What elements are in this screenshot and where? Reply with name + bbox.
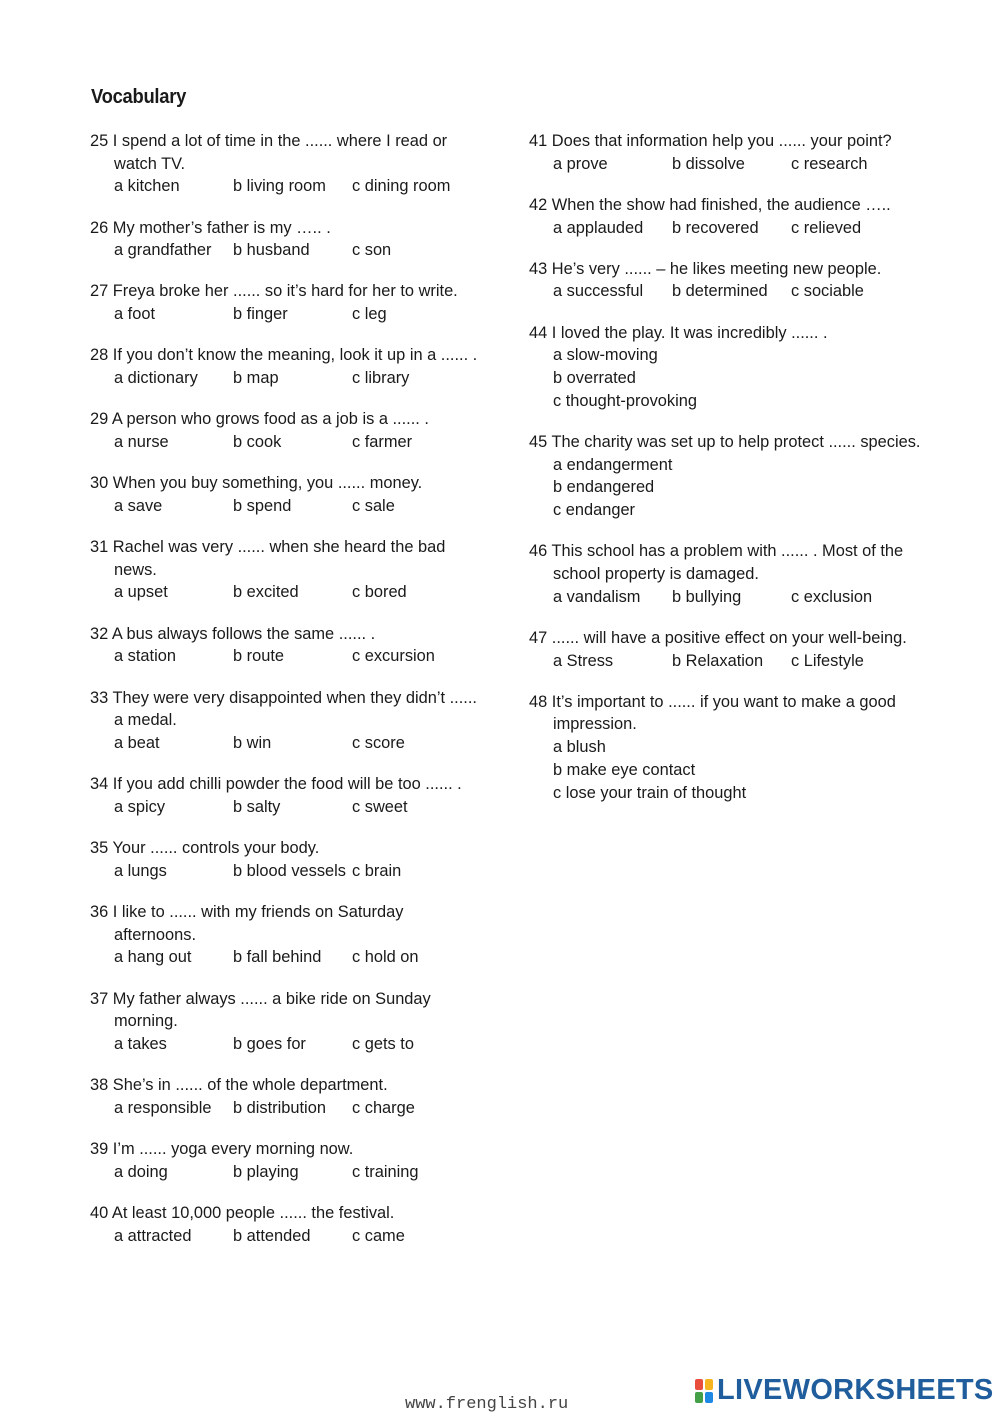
answer-options	[529, 153, 929, 176]
answer-options	[90, 796, 480, 819]
question-text: 47 ...... will have a positive effect on your well-being.	[529, 628, 907, 647]
answer-options	[90, 860, 480, 883]
question-item	[90, 344, 480, 389]
answer-option[interactable]: b overrated	[553, 369, 636, 388]
answer-option[interactable]: c endanger	[553, 501, 636, 520]
answer-option[interactable]: a kitchen	[114, 177, 180, 196]
answer-option[interactable]: b goes for	[233, 1034, 306, 1053]
answer-option[interactable]: b salty	[233, 797, 281, 816]
answer-option[interactable]: c exclusion	[791, 587, 873, 606]
question-text: 43 He’s very ...... – he likes meeting new people.	[529, 259, 882, 278]
answer-option[interactable]: c charge	[352, 1098, 415, 1117]
answer-option[interactable]: b distribution	[233, 1098, 326, 1117]
question-text: 25 I spend a lot of time in the ...... where I read or watch TV.	[90, 132, 448, 173]
answer-option[interactable]: c hold on	[352, 948, 419, 967]
answer-option[interactable]: c research	[791, 154, 868, 173]
question-item	[90, 1202, 480, 1247]
answer-option[interactable]: c lose your train of thought	[553, 783, 747, 802]
question-item	[529, 431, 929, 522]
question-item	[529, 194, 929, 239]
answer-option[interactable]: a vandalism	[553, 587, 641, 606]
answer-option[interactable]: a upset	[114, 583, 168, 602]
answer-option[interactable]: a responsible	[114, 1098, 212, 1117]
question-item	[90, 536, 480, 604]
question-item	[90, 408, 480, 453]
answer-options	[529, 344, 929, 412]
answer-option[interactable]: b playing	[233, 1162, 299, 1181]
answer-option[interactable]: a doing	[114, 1162, 168, 1181]
question-item	[529, 130, 929, 175]
question-item	[90, 217, 480, 262]
answer-options	[529, 586, 929, 609]
answer-option[interactable]: b blood vessels	[233, 861, 346, 880]
question-text: 48 It’s important to ...... if you want to make a good impression.	[529, 692, 896, 734]
answer-option[interactable]: c sociable	[791, 282, 864, 301]
answer-option[interactable]: a dictionary	[114, 369, 198, 388]
answer-options	[529, 280, 929, 303]
question-item	[90, 1138, 480, 1183]
answer-option[interactable]: c training	[352, 1162, 419, 1181]
answer-option[interactable]: b finger	[233, 305, 288, 324]
answer-option[interactable]: b bullying	[672, 587, 742, 606]
answer-option[interactable]: b excited	[233, 583, 299, 602]
answer-option[interactable]: a Stress	[553, 651, 614, 670]
answer-option[interactable]: c farmer	[352, 432, 413, 451]
answer-option[interactable]: a applauded	[553, 218, 644, 237]
question-text: 27 Freya broke her ...... so it’s hard for her to write.	[90, 282, 458, 301]
answer-option[interactable]: b fall behind	[233, 948, 322, 967]
answer-option[interactable]: a grandfather	[114, 241, 212, 260]
question-text: 45 The charity was set up to help protect ...... species.	[529, 432, 921, 451]
answer-option[interactable]: a nurse	[114, 432, 169, 451]
answer-option[interactable]: a successful	[553, 282, 644, 301]
answer-option[interactable]: c relieved	[791, 218, 862, 237]
brand-text: LIVEWORKSHEETS	[717, 1374, 994, 1406]
answer-option[interactable]: b dissolve	[672, 154, 745, 173]
answer-option[interactable]: b husband	[233, 241, 310, 260]
answer-option[interactable]: c gets to	[352, 1034, 414, 1053]
answer-option[interactable]: a beat	[114, 733, 160, 752]
answer-option[interactable]: a lungs	[114, 861, 167, 880]
answer-option[interactable]: b Relaxation	[672, 651, 764, 670]
answer-option[interactable]: c son	[352, 241, 392, 260]
answer-option[interactable]: b determined	[672, 282, 768, 301]
answer-option[interactable]: c sweet	[352, 797, 408, 816]
question-item	[90, 837, 480, 882]
answer-option[interactable]: a station	[114, 647, 176, 666]
question-text: 28 If you don’t know the meaning, look it up in a ...... .	[90, 346, 478, 365]
answer-option[interactable]: a attracted	[114, 1226, 192, 1245]
answer-option[interactable]: c bored	[352, 583, 407, 602]
liveworksheets-logo[interactable]	[694, 1374, 994, 1407]
question-item	[529, 322, 929, 413]
answer-option[interactable]: b attended	[233, 1226, 311, 1245]
question-text: 38 She’s in ...... of the whole department.	[90, 1076, 388, 1095]
liveworksheets-logo-icon	[694, 1378, 714, 1404]
answer-options	[90, 239, 480, 262]
answer-options	[529, 650, 929, 673]
question-text: 36 I like to ...... with my friends on Saturday afternoons.	[90, 902, 404, 944]
question-item	[90, 472, 480, 517]
question-text: 42 When the show had finished, the audience …..	[529, 195, 891, 214]
question-item	[90, 623, 480, 668]
answer-option[interactable]: a takes	[114, 1034, 167, 1053]
questions-column-left	[90, 130, 480, 1266]
answer-option[interactable]: c dining room	[352, 177, 451, 196]
answer-option[interactable]: a spicy	[114, 797, 166, 816]
question-text: 32 A bus always follows the same ...... .	[90, 624, 376, 643]
question-text: 46 This school has a problem with ...... . Most of the school property is damaged.	[529, 542, 904, 583]
question-text: 39 I’m ...... yoga every morning now.	[90, 1139, 354, 1158]
question-item	[529, 540, 929, 608]
answer-option[interactable]: a endangerment	[553, 455, 673, 474]
answer-option[interactable]: c Lifestyle	[791, 651, 864, 670]
answer-option[interactable]: c score	[352, 733, 405, 752]
page-title: Vocabulary	[91, 86, 187, 108]
answer-option[interactable]: c thought-provoking	[553, 391, 697, 410]
answer-option[interactable]: a hang out	[114, 948, 192, 967]
question-item	[90, 901, 480, 969]
answer-option[interactable]: b map	[233, 369, 279, 388]
answer-option[interactable]: b recovered	[672, 218, 759, 237]
answer-option[interactable]: b endangered	[553, 478, 655, 497]
answer-options	[90, 431, 480, 454]
question-text: 29 A person who grows food as a job is a ...... .	[90, 410, 429, 429]
question-text: 40 At least 10,000 people ...... the festival.	[90, 1203, 395, 1222]
questions-column-right	[529, 130, 929, 823]
answer-option[interactable]: a blush	[553, 738, 606, 757]
answer-options	[529, 217, 929, 240]
question-text: 41 Does that information help you ...... your point?	[529, 132, 892, 150]
answer-option[interactable]: a slow-moving	[553, 346, 658, 365]
answer-options	[90, 645, 480, 668]
answer-options	[90, 303, 480, 326]
answer-options	[90, 732, 480, 755]
answer-option[interactable]: c sale	[352, 496, 395, 515]
question-item	[90, 130, 480, 198]
answer-option[interactable]: c leg	[352, 305, 387, 324]
question-item	[90, 280, 480, 325]
question-text: 33 They were very disappointed when they didn’t ...... a medal.	[90, 688, 477, 730]
answer-options	[90, 581, 480, 604]
answer-options	[90, 367, 480, 390]
question-item	[529, 691, 929, 805]
question-text: 37 My father always ...... a bike ride on Sunday morning.	[90, 989, 431, 1031]
footer-url[interactable]: www.frenglish.ru	[405, 1395, 569, 1414]
answer-options	[529, 454, 929, 522]
answer-options	[90, 1097, 480, 1120]
answer-option[interactable]: b living room	[233, 177, 326, 196]
answer-option[interactable]: c brain	[352, 861, 402, 880]
answer-option[interactable]: b cook	[233, 432, 282, 451]
answer-option[interactable]: b route	[233, 647, 285, 666]
answer-options	[90, 1161, 480, 1184]
answer-option[interactable]: a save	[114, 496, 163, 515]
answer-options	[90, 175, 480, 198]
question-item	[90, 687, 480, 755]
question-item	[90, 988, 480, 1056]
answer-options	[90, 1225, 480, 1248]
answer-options	[90, 946, 480, 969]
question-text: 34 If you add chilli powder the food will be too ...... .	[90, 775, 462, 794]
question-text: 44 I loved the play. It was incredibly ...... .	[529, 323, 828, 342]
answer-option[interactable]: b make eye contact	[553, 760, 696, 779]
answer-options	[90, 495, 480, 518]
answer-option[interactable]: b win	[233, 733, 272, 752]
question-item	[90, 1074, 480, 1119]
answer-option[interactable]: c came	[352, 1226, 405, 1245]
answer-option[interactable]: a prove	[553, 154, 608, 173]
question-text: 26 My mother’s father is my ….. .	[90, 218, 331, 237]
answer-option[interactable]: b spend	[233, 496, 292, 515]
question-item	[529, 627, 929, 672]
answer-options	[90, 1033, 480, 1056]
question-item	[90, 773, 480, 818]
question-text: 30 When you buy something, you ...... money.	[90, 474, 423, 493]
question-text: 35 Your ...... controls your body.	[90, 839, 320, 858]
question-text: 31 Rachel was very ...... when she heard the bad news.	[90, 538, 446, 579]
answer-option[interactable]: a foot	[114, 305, 156, 324]
answer-options	[529, 736, 929, 804]
answer-option[interactable]: c library	[352, 369, 410, 388]
question-item	[529, 258, 929, 303]
answer-option[interactable]: c excursion	[352, 647, 435, 666]
